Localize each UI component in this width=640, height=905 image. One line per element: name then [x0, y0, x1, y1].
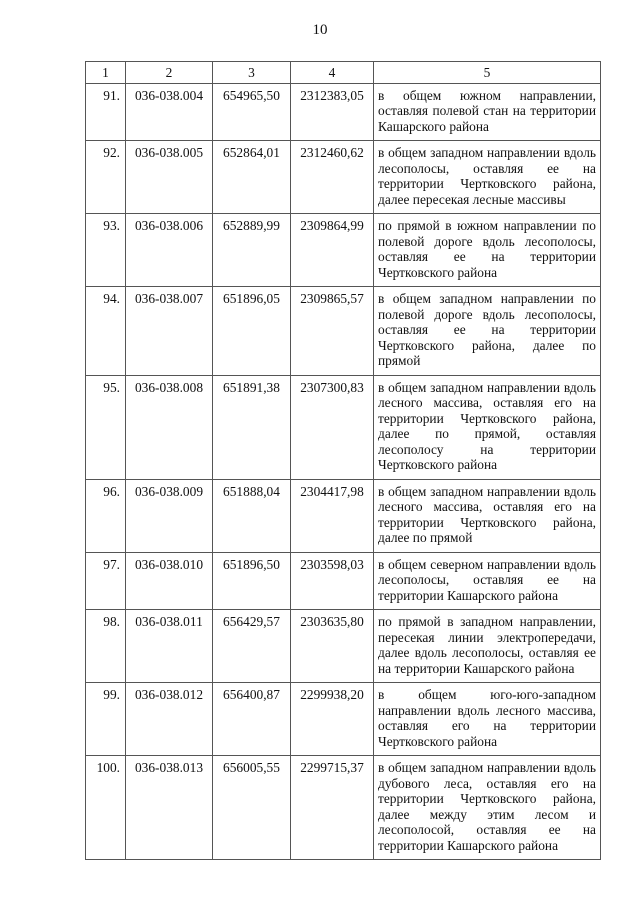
- x-coordinate: 656429,57: [213, 610, 291, 683]
- table-row: [86, 683, 601, 756]
- table-row: [86, 756, 601, 860]
- route-description: в общем южном направлении, оставляя полевой стан на территории Кашарского района: [374, 83, 601, 141]
- y-coordinate: 2309864,99: [291, 214, 374, 287]
- row-number: 99.: [86, 683, 126, 756]
- table-header: [86, 62, 601, 84]
- route-description: в общем западном направлении вдоль лесополосы, оставляя ее на территории Чертковского района, далее пересекая лесные массивы: [374, 141, 601, 214]
- route-description: по прямой в западном направлении, пересекая линии электропередачи, далее вдоль лесополосы, оставляя ее на территории Кашарского района: [374, 610, 601, 683]
- table-row: [86, 375, 601, 479]
- x-coordinate: 656400,87: [213, 683, 291, 756]
- y-coordinate: 2309865,57: [291, 287, 374, 376]
- header-col-3: 3: [213, 62, 291, 84]
- route-description: в общем северном направлении вдоль лесополосы, оставляя ее на территории Кашарского района: [374, 552, 601, 610]
- point-code: 036-038.011: [126, 610, 213, 683]
- table-row: [86, 141, 601, 214]
- x-coordinate: 651896,05: [213, 287, 291, 376]
- point-code: 036-038.004: [126, 83, 213, 141]
- route-description: в общем западном направлении по полевой дороге вдоль лесополосы, оставляя ее на территории Чертковского района, далее по прямой: [374, 287, 601, 376]
- table-row: [86, 552, 601, 610]
- x-coordinate: 652864,01: [213, 141, 291, 214]
- y-coordinate: 2299938,20: [291, 683, 374, 756]
- y-coordinate: 2312383,05: [291, 83, 374, 141]
- y-coordinate: 2304417,98: [291, 479, 374, 552]
- route-description: в общем западном направлении вдоль лесного массива, оставляя его на территории Чертковского района, далее по прямой, оставляя лесополосу на территории Чертковского района: [374, 375, 601, 479]
- route-description: в общем юго-юго-западном направлении вдоль лесного массива, оставляя его на территории Чертковского района: [374, 683, 601, 756]
- route-description: в общем западном направлении вдоль лесного массива, оставляя его на территории Чертковского района, далее по прямой: [374, 479, 601, 552]
- x-coordinate: 652889,99: [213, 214, 291, 287]
- table-body: [86, 83, 601, 860]
- table-row: [86, 287, 601, 376]
- header-col-1: 1: [86, 62, 126, 84]
- point-code: 036-038.012: [126, 683, 213, 756]
- page-number: 10: [312, 22, 328, 38]
- header-col-4: 4: [291, 62, 374, 84]
- point-code: 036-038.010: [126, 552, 213, 610]
- x-coordinate: 654965,50: [213, 83, 291, 141]
- x-coordinate: 656005,55: [213, 756, 291, 860]
- row-number: 97.: [86, 552, 126, 610]
- route-description: по прямой в южном направлении по полевой дороге вдоль лесополосы, оставляя ее на территории Чертковского района: [374, 214, 601, 287]
- table-row: [86, 214, 601, 287]
- row-number: 94.: [86, 287, 126, 376]
- header-col-5: 5: [374, 62, 601, 84]
- row-number: 100.: [86, 756, 126, 860]
- route-description: в общем западном направлении вдоль дубового леса, оставляя его на территории Чертковского района, далее между этим лесом и лесополосой, оставляя ее на территории Кашарского района: [374, 756, 601, 860]
- table-row: [86, 610, 601, 683]
- y-coordinate: 2303598,03: [291, 552, 374, 610]
- y-coordinate: 2303635,80: [291, 610, 374, 683]
- x-coordinate: 651891,38: [213, 375, 291, 479]
- point-code: 036-038.007: [126, 287, 213, 376]
- y-coordinate: 2312460,62: [291, 141, 374, 214]
- row-number: 91.: [86, 83, 126, 141]
- x-coordinate: 651888,04: [213, 479, 291, 552]
- x-coordinate: 651896,50: [213, 552, 291, 610]
- table-row: [86, 83, 601, 141]
- row-number: 93.: [86, 214, 126, 287]
- point-code: 036-038.009: [126, 479, 213, 552]
- point-code: 036-038.008: [126, 375, 213, 479]
- y-coordinate: 2299715,37: [291, 756, 374, 860]
- y-coordinate: 2307300,83: [291, 375, 374, 479]
- point-code: 036-038.006: [126, 214, 213, 287]
- table-row: [86, 479, 601, 552]
- point-code: 036-038.013: [126, 756, 213, 860]
- row-number: 95.: [86, 375, 126, 479]
- row-number: 98.: [86, 610, 126, 683]
- point-code: 036-038.005: [126, 141, 213, 214]
- row-number: 92.: [86, 141, 126, 214]
- header-row: [86, 62, 601, 84]
- boundary-table: [85, 61, 601, 860]
- header-col-2: 2: [126, 62, 213, 84]
- row-number: 96.: [86, 479, 126, 552]
